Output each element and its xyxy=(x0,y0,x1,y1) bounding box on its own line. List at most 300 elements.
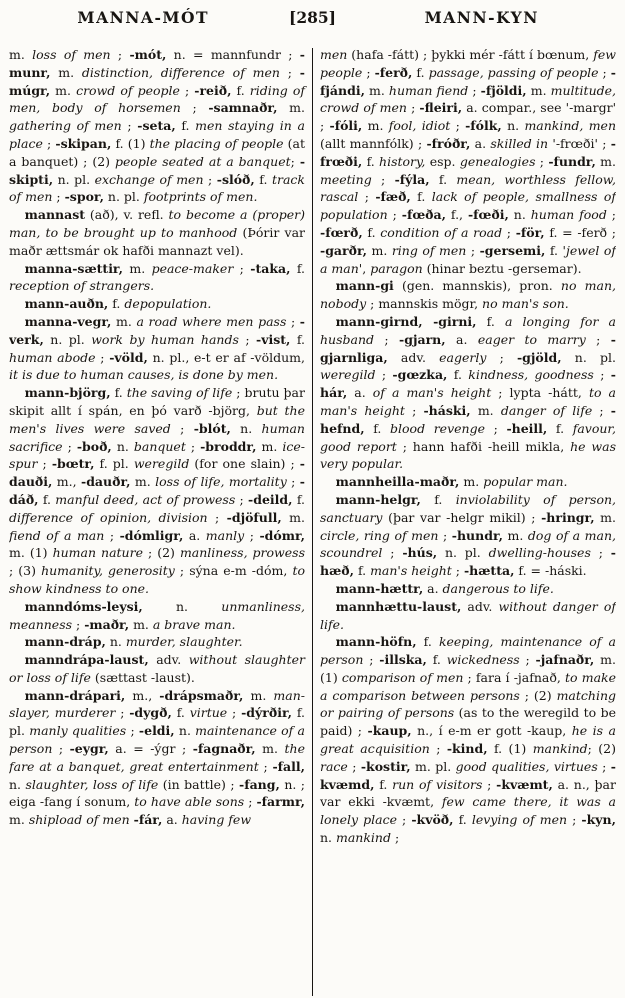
plain-text: ; xyxy=(358,189,376,205)
plain-text: m. xyxy=(595,153,616,169)
plain-text: n. pl. xyxy=(43,331,92,347)
headword: -hefnd, xyxy=(320,402,616,436)
plain-text: n. ; eiga -fang í sonum, xyxy=(9,776,306,810)
plain-text: ; xyxy=(390,830,400,846)
headword: -farmr, xyxy=(256,794,305,810)
gloss-text: to make a comparison between persons xyxy=(320,669,616,703)
plain-text: ; xyxy=(374,331,400,347)
headword: mann-helgr, xyxy=(335,491,421,507)
gloss-text: manly qualities xyxy=(29,723,127,739)
gloss-text: dog of a man, scoundrel xyxy=(320,527,616,561)
plain-text: ; xyxy=(244,527,260,543)
plain-text: ; lypta -hátt, xyxy=(491,385,589,401)
gloss-text: skilled in xyxy=(490,135,549,151)
plain-text: f. xyxy=(292,491,305,507)
plain-text: ; xyxy=(375,367,393,383)
plain-text: m. (1) xyxy=(320,652,616,685)
plain-text: ; xyxy=(170,420,194,436)
headword: -fýla, xyxy=(394,171,430,187)
headword: -dauðr, xyxy=(81,474,131,490)
plain-text: ; xyxy=(62,438,77,454)
gloss-text: few people xyxy=(320,47,616,80)
gloss-text: kindness, goodness xyxy=(468,367,594,383)
gloss-text: shipload of men xyxy=(28,812,130,828)
plain-text: n. xyxy=(174,723,196,739)
gloss-text: having few xyxy=(181,812,252,828)
headword: manna-vegr, xyxy=(24,313,112,329)
plain-text: ; xyxy=(404,402,424,418)
headword: -blót, xyxy=(193,420,231,436)
plain-text: ; (2) xyxy=(519,687,557,703)
plain-text: m. xyxy=(362,118,389,134)
plain-text: f. xyxy=(429,171,457,187)
plain-text: f. xyxy=(410,189,432,205)
headword: -verk, xyxy=(9,313,305,347)
header-right-keyword: MANN-KYN xyxy=(424,8,539,27)
plain-text: m. xyxy=(9,47,33,62)
gloss-text: to a man's height xyxy=(320,385,616,418)
plain-text: f. (1) xyxy=(111,135,150,151)
plain-text: ; xyxy=(429,741,447,757)
headword: -spor, xyxy=(64,189,104,205)
plain-text: m. xyxy=(470,402,501,418)
dictionary-entry xyxy=(9,46,305,206)
dictionary-entry xyxy=(9,651,305,687)
plain-text: f. xyxy=(290,331,306,347)
dictionary-entry xyxy=(9,295,305,313)
plain-text: ; xyxy=(592,402,611,418)
gloss-text: exchange of men xyxy=(94,171,204,187)
plain-text: m. xyxy=(50,82,77,98)
plain-text: ; xyxy=(593,367,611,383)
gloss-text: inviolability of person, sanctuary xyxy=(320,491,616,525)
running-head xyxy=(9,8,616,46)
gloss-text: good qualities, virtues xyxy=(455,758,598,774)
plain-text: f. xyxy=(171,705,190,721)
plain-text: m. xyxy=(364,82,389,98)
plain-text: f. xyxy=(110,385,127,401)
headword: -kostir, xyxy=(360,758,411,774)
headword: -garðr, xyxy=(320,242,367,258)
page-number: [285] xyxy=(288,8,337,27)
dictionary-entry xyxy=(9,633,305,651)
plain-text: a. xyxy=(347,385,373,401)
plain-text: ; xyxy=(290,153,300,169)
headword: mann-auðn, xyxy=(24,296,109,312)
headword: -fjándi, xyxy=(320,64,616,98)
plain-text: ; xyxy=(244,794,257,810)
headword: -skipti, xyxy=(9,153,306,187)
headword: -dauði, xyxy=(9,456,305,490)
plain-text: n. xyxy=(230,420,262,436)
left-column xyxy=(9,46,312,996)
plain-text: (sættast -laust). xyxy=(90,669,195,685)
plain-text: f. xyxy=(374,776,393,792)
headword: -fœði, xyxy=(467,207,509,223)
plain-text: (þar var -helgr mikil) ; xyxy=(382,509,542,525)
gloss-text: eager to marry xyxy=(477,331,586,347)
plain-text: n. = mannfundr ; xyxy=(166,47,300,62)
gloss-text: it is due to human causes, is done by men. xyxy=(9,367,279,383)
gloss-text: to become a (proper) man, to be brought up to manhood xyxy=(9,207,305,240)
plain-text: n. xyxy=(320,830,336,846)
plain-text: f. xyxy=(476,313,505,329)
headword: -taka, xyxy=(250,260,291,276)
plain-text: (hafa -fátt) ; þykki mér -fátt í bœnum, xyxy=(347,47,594,62)
headword: -fagnaðr, xyxy=(192,741,256,757)
dictionary-entry xyxy=(320,491,616,580)
plain-text: ; xyxy=(42,135,56,151)
plain-text: ; xyxy=(519,652,536,668)
gloss-text: loss of men xyxy=(32,47,111,62)
gloss-text: keeping, maintenance of a person xyxy=(320,634,616,668)
gloss-text: unmanliness, meanness xyxy=(9,598,305,632)
dictionary-entry xyxy=(9,313,305,384)
headword: mann-girnd, -girni, xyxy=(335,313,477,329)
gloss-text: circle, ring of men xyxy=(320,527,439,543)
plain-text: m. xyxy=(122,260,152,276)
gloss-text: wickedness xyxy=(446,652,520,668)
headword: -hringr, xyxy=(541,509,595,525)
gloss-text: man's height xyxy=(370,563,452,579)
gloss-text: popular man. xyxy=(483,474,568,490)
plain-text: m., xyxy=(125,687,160,703)
dictionary-entry xyxy=(320,313,616,473)
headword: -fang, xyxy=(239,776,280,792)
headword: -kaup, xyxy=(367,723,412,739)
gloss-text: work by human hands xyxy=(91,331,239,347)
gloss-text: the placing of people xyxy=(149,135,284,151)
plain-text: adv. xyxy=(148,652,189,668)
gloss-text: gathering of men xyxy=(9,118,122,134)
dictionary-entry xyxy=(9,687,305,829)
plain-text: ; xyxy=(466,242,480,258)
gloss-text: mankind xyxy=(336,830,391,846)
plain-text: ; xyxy=(179,82,195,98)
right-column xyxy=(313,46,616,996)
plain-text: f. xyxy=(108,296,125,312)
plain-text: ; xyxy=(185,438,201,454)
headword: -dómr, xyxy=(259,527,305,543)
plain-text: f. (1) xyxy=(487,741,533,757)
gloss-text: a brave man. xyxy=(152,616,236,632)
headword: -dómligr, xyxy=(119,527,184,543)
headword: -samnaðr, xyxy=(208,100,278,116)
gloss-text: the saving of life xyxy=(126,385,233,401)
plain-text: ; xyxy=(121,118,138,134)
plain-text: n. xyxy=(508,207,531,223)
headword: -kind, xyxy=(446,741,488,757)
plain-text: m. xyxy=(459,474,484,490)
headword: -fár, xyxy=(133,812,163,828)
plain-text: ; xyxy=(115,705,130,721)
headword: mann-höfn, xyxy=(335,634,417,650)
plain-text: n. pl. xyxy=(437,545,489,561)
dictionary-entry xyxy=(9,206,305,259)
gloss-text: paragon xyxy=(370,260,423,276)
gloss-text: mean, worthless fellow, rascal xyxy=(320,171,616,205)
plain-text: f. = -háski. xyxy=(514,563,587,579)
plain-text: n. xyxy=(501,118,525,134)
plain-text: a. = -ýgr ; xyxy=(108,741,193,757)
gloss-text: manly xyxy=(205,527,245,543)
plain-text: m. xyxy=(502,527,528,543)
headword: -fjöldi, xyxy=(480,82,527,98)
gloss-text: mankind xyxy=(532,741,588,757)
plain-text: m. pl. xyxy=(410,758,456,774)
plain-text: (allt mannfólk) ; xyxy=(320,135,427,151)
plain-text: m. xyxy=(130,474,156,490)
plain-text: m. xyxy=(9,812,29,828)
plain-text: (að), v. refl. xyxy=(85,207,169,223)
plain-text: '-frœði' ; xyxy=(548,135,611,151)
plain-text: f. pl. xyxy=(9,705,305,739)
plain-text: f., xyxy=(445,207,468,223)
plain-text: ; xyxy=(597,758,611,774)
gloss-text: race xyxy=(320,758,348,774)
headword: -broddr, xyxy=(200,438,257,454)
gloss-text: manliness, prowess xyxy=(179,545,305,561)
plain-text: f. xyxy=(231,82,250,98)
gloss-text: footprints of men. xyxy=(143,189,258,205)
plain-text: f. = -ferð ; xyxy=(544,224,616,240)
plain-text: ; hann hafði -heill mikla, xyxy=(396,438,571,454)
headword: manna-sættir, xyxy=(24,260,123,276)
plain-text: n. pl. xyxy=(53,171,95,187)
plain-text: a. xyxy=(162,812,182,828)
plain-text: m. xyxy=(277,100,305,116)
plain-text: a. xyxy=(470,135,491,151)
gloss-text: danger of life xyxy=(500,402,593,418)
plain-text: f. xyxy=(38,491,56,507)
gloss-text: men xyxy=(320,47,348,62)
plain-text: m. xyxy=(366,242,392,258)
headword: mannhættu-laust, xyxy=(335,598,462,614)
headword: -seta, xyxy=(137,118,176,134)
gloss-text: human fiend xyxy=(388,82,469,98)
gloss-text: humanity, generosity xyxy=(41,563,175,579)
headword: -dáð, xyxy=(9,474,305,507)
plain-text: f. xyxy=(416,634,439,650)
headword: -gjarn, xyxy=(399,331,446,347)
plain-text: ; xyxy=(585,331,611,347)
plain-text: n. xyxy=(105,634,126,650)
plain-text: ; xyxy=(502,224,516,240)
plain-text: ; xyxy=(72,616,85,632)
gloss-text: dwelling-houses xyxy=(488,545,591,561)
plain-text: ; xyxy=(451,563,464,579)
plain-text: adv. xyxy=(387,349,440,365)
headword: -vist, xyxy=(256,331,291,347)
plain-text: ; xyxy=(450,118,466,134)
dictionary-entry xyxy=(320,598,616,634)
headword: -skipan, xyxy=(55,135,112,151)
plain-text: m. (1) xyxy=(9,545,53,561)
headword: -ferð, xyxy=(374,64,413,80)
plain-text: (hinar beztu -gersemar). xyxy=(422,260,582,276)
gloss-text: riding of men, body of horsemen xyxy=(9,82,305,116)
headword: manndóms-leysi, xyxy=(24,598,143,614)
plain-text: ; xyxy=(95,349,110,365)
headword: -kyn, xyxy=(581,812,616,828)
headword: -munr, xyxy=(9,47,305,80)
gloss-text: slaughter, loss of life xyxy=(25,776,159,792)
plain-text: a. xyxy=(445,331,478,347)
headword: -fœða, xyxy=(401,207,446,223)
plain-text: ; xyxy=(207,509,227,525)
headword: -kvöð, xyxy=(411,812,454,828)
plain-text: ; (3) xyxy=(9,563,42,579)
gloss-text: depopulation. xyxy=(124,296,212,312)
headword: -bœtr, xyxy=(51,456,95,472)
plain-text: m. xyxy=(526,82,551,98)
gloss-text: weregild xyxy=(133,456,190,472)
headword: -drápsmaðr, xyxy=(159,687,244,703)
dictionary-entry xyxy=(320,580,616,598)
headword: -gersemi, xyxy=(479,242,546,258)
plain-text: a. compar., see '-margr' ; xyxy=(320,100,616,134)
headword: -djöfull, xyxy=(226,509,282,525)
plain-text: n. pl., e-t er af -völdum, xyxy=(147,349,305,365)
plain-text: ; fara í -jafnað, xyxy=(463,669,566,685)
plain-text: ; xyxy=(110,47,130,62)
plain-text: a. n., þar var ekki -kvæmt, xyxy=(320,776,616,810)
plain-text: ; xyxy=(180,100,209,116)
plain-text: n. xyxy=(142,598,222,614)
headword: mannheilla-maðr, xyxy=(335,474,460,490)
headword: -dýrðir, xyxy=(241,705,292,721)
plain-text: ', xyxy=(358,260,371,276)
plain-text: m. xyxy=(256,438,283,454)
gloss-text: no man's son. xyxy=(482,296,569,312)
gloss-text: human food xyxy=(530,207,607,223)
dictionary-entry xyxy=(320,473,616,491)
plain-text: ; xyxy=(482,776,497,792)
plain-text: ; xyxy=(363,652,380,668)
headword: -fólk, xyxy=(465,118,502,134)
headword: -fœrð, xyxy=(320,224,363,240)
gloss-text: murder, slaughter. xyxy=(125,634,243,650)
gloss-text: few came there, it was a lonely place xyxy=(320,794,616,828)
gloss-text: loss of life, mortality xyxy=(155,474,287,490)
plain-text: m. xyxy=(243,687,274,703)
plain-text: f. pl. xyxy=(94,456,134,472)
headword: -illska, xyxy=(379,652,427,668)
plain-text: (Þórir var maðr ættsmár ok hafði mannazt vel). xyxy=(9,224,306,258)
plain-text: ; xyxy=(37,456,52,472)
plain-text: a. xyxy=(423,580,443,596)
gloss-text: multitude, crowd of men xyxy=(320,82,616,116)
headword: -jafnaðr, xyxy=(535,652,595,668)
plain-text: f. ' xyxy=(545,242,566,258)
text-columns xyxy=(9,46,616,996)
gloss-text: a longing for a husband xyxy=(320,313,616,347)
dictionary-entry xyxy=(9,260,305,296)
headword: -slóð, xyxy=(216,171,255,187)
plain-text: ; xyxy=(238,331,257,347)
gloss-text: without danger of life. xyxy=(320,598,616,632)
headword: -för, xyxy=(515,224,545,240)
headword: mann-dráp, xyxy=(24,634,106,650)
plain-text: a. xyxy=(183,527,206,543)
plain-text: f. xyxy=(426,652,447,668)
plain-text: ; xyxy=(406,100,420,116)
plain-text: ; xyxy=(235,491,249,507)
gloss-text: no man, nobody xyxy=(320,278,616,312)
gloss-text: comparison of men xyxy=(341,669,464,685)
gloss-text: fool, idiot xyxy=(388,118,451,134)
plain-text: ; sýna e-m -dóm, xyxy=(174,563,293,579)
plain-text: n. pl. xyxy=(561,349,616,365)
gloss-text: people seated at a banquet xyxy=(114,153,291,169)
plain-text: ; xyxy=(279,64,300,80)
headword: manndrápa-laust, xyxy=(24,652,149,668)
headword: -reið, xyxy=(194,82,232,98)
headword: -gjarnliga, xyxy=(320,331,616,365)
plain-text: ; xyxy=(233,260,251,276)
headword: -háski, xyxy=(423,402,471,418)
plain-text: ; xyxy=(396,812,412,828)
headword: -eygr, xyxy=(69,741,109,757)
plain-text: ; xyxy=(286,313,300,329)
gloss-text: peace-maker xyxy=(151,260,234,276)
plain-text: f. xyxy=(362,153,380,169)
plain-text: ; mannskis mögr, xyxy=(366,296,483,312)
gloss-text: jewel of a man xyxy=(320,242,616,276)
gloss-text: mankind, men xyxy=(524,118,616,134)
plain-text: m. xyxy=(50,64,82,80)
gloss-text: eagerly xyxy=(439,349,487,365)
headword: -maðr, xyxy=(84,616,130,632)
dictionary-entry xyxy=(9,598,305,634)
plain-text: f. xyxy=(453,812,472,828)
headword: -mót, xyxy=(129,47,167,62)
plain-text: ; xyxy=(387,207,402,223)
plain-text: n., í e-m er gott -kaup, xyxy=(411,723,572,739)
gloss-text: lack of people, smallness of population xyxy=(320,189,616,223)
plain-text: (at a banquet) ; (2) xyxy=(9,135,305,169)
headword: -fleiri, xyxy=(419,100,463,116)
plain-text: m., xyxy=(52,474,81,490)
gloss-text: to have able sons xyxy=(134,794,245,810)
headword: mann-björg, xyxy=(24,385,111,401)
plain-text: ; xyxy=(258,758,273,774)
plain-text: f. xyxy=(290,260,305,276)
headword: -fróðr, xyxy=(426,135,471,151)
headword: -fóli, xyxy=(329,118,363,134)
plain-text: ; xyxy=(227,705,242,721)
plain-text: f. xyxy=(362,224,381,240)
plain-text: m. xyxy=(111,313,137,329)
plain-text: (as to the weregild to be paid) ; xyxy=(320,705,616,739)
plain-text: (for one slain) ; xyxy=(189,456,300,472)
plain-text: m. xyxy=(129,616,153,632)
headword: -völd, xyxy=(109,349,148,365)
gloss-text: fiend of a man xyxy=(9,527,105,543)
headword: -hætta, xyxy=(463,563,515,579)
gloss-text: genealogies xyxy=(459,153,536,169)
headword: -hár, xyxy=(320,367,616,401)
plain-text: f. xyxy=(547,420,573,436)
gloss-text: difference of opinion, division xyxy=(9,509,208,525)
gloss-text: he was very popular. xyxy=(320,438,616,472)
gloss-text: crowd of people xyxy=(76,82,180,98)
plain-text: n. xyxy=(111,438,134,454)
gloss-text: history, xyxy=(379,153,426,169)
headword: -fall, xyxy=(272,758,305,774)
dictionary-entry xyxy=(9,384,305,598)
gloss-text: condition of a road xyxy=(380,224,503,240)
